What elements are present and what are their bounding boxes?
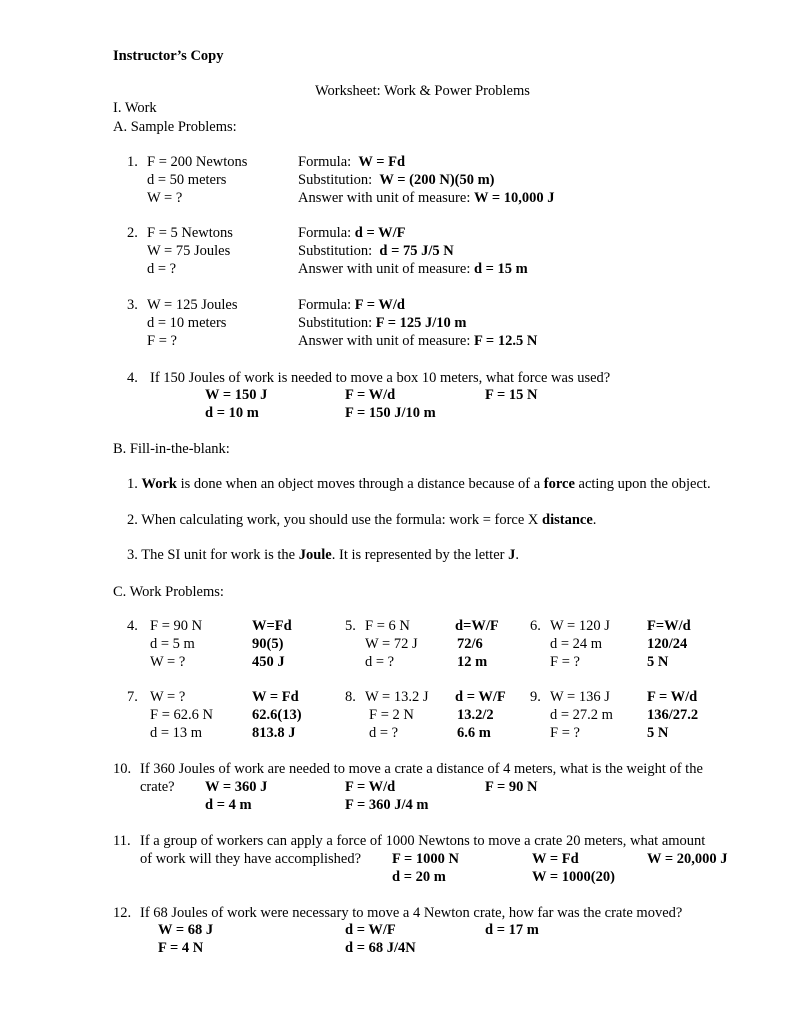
given-distance: d = 20 m <box>392 869 446 885</box>
final-answer: F = 15 N <box>485 387 538 403</box>
substitution-answer: 62.6(13) <box>252 707 302 723</box>
problem-number: 8. <box>345 689 356 705</box>
given-value: d = 10 meters <box>147 315 227 331</box>
sentence-text: . It is represented by the letter <box>331 547 509 563</box>
instructor-copy-label: Instructor’s Copy <box>113 48 224 64</box>
formula-line <box>298 224 406 242</box>
substitution-line <box>298 314 466 332</box>
final-answer: d = 17 m <box>485 922 539 938</box>
final-answer: 5 N <box>647 654 669 670</box>
final-answer: F = 90 N <box>485 779 538 795</box>
given-value: d = 50 meters <box>147 172 227 188</box>
substitution-answer: F = 150 J/10 m <box>345 405 436 421</box>
formula-answer: F = W/d <box>647 689 698 705</box>
answer-line <box>298 260 528 278</box>
formula-label: Formula: <box>298 154 352 170</box>
given-distance: d = 4 m <box>205 797 252 813</box>
problem-question: If 150 Joules of work is needed to move a box 10 meters, what force was used? <box>150 370 611 386</box>
problem-question: If 360 Joules of work are needed to move a crate a distance of 4 meters, what is the weight of the <box>140 761 703 777</box>
given-value: F = 200 Newtons <box>147 154 248 170</box>
given-value: W = 120 J <box>550 618 610 634</box>
formula-answer: W=Fd <box>252 618 292 634</box>
formula-answer: d = W/F <box>455 689 506 705</box>
formula-answer: d = W/F <box>345 922 396 938</box>
given-value: F = 62.6 N <box>150 707 213 723</box>
given-value: W = 136 J <box>550 689 610 705</box>
substitution-label: Substitution: <box>298 243 373 259</box>
item-number: 1. <box>127 476 138 492</box>
given-value: d = ? <box>369 725 399 741</box>
substitution-line <box>298 171 495 189</box>
given-value: F = ? <box>550 654 580 670</box>
problem-number: 5. <box>345 618 356 634</box>
blank-answer: Work <box>141 476 177 492</box>
given-value: F = 2 N <box>369 707 414 723</box>
sentence-text: The SI unit for work is the <box>141 547 299 563</box>
final-answer: F = 12.5 N <box>473 333 538 349</box>
formula-answer: W = Fd <box>252 689 299 705</box>
problem-question: If 68 Joules of work were necessary to move a 4 Newton crate, how far was the crate moved? <box>140 905 683 921</box>
given-value: F = 6 N <box>365 618 410 634</box>
item-number: 3. <box>127 547 138 563</box>
given-force: F = 4 N <box>158 940 204 956</box>
final-answer: 6.6 m <box>457 725 491 741</box>
item-number: 2. <box>127 512 138 528</box>
final-answer: d = 15 m <box>473 261 528 277</box>
substitution-answer: 13.2/2 <box>457 707 494 723</box>
substitution-answer: 72/6 <box>457 636 483 652</box>
problem-number: 10. <box>113 761 132 777</box>
given-value: W = ? <box>147 190 183 206</box>
substitution-answer: W = (200 N)(50 m) <box>379 172 495 188</box>
section-heading-work: I. Work <box>113 100 157 116</box>
given-value: W = ? <box>150 654 186 670</box>
problem-number: 2. <box>127 225 138 241</box>
given-value: F = ? <box>147 333 177 349</box>
problem-question-cont: of work will they have accomplished? <box>140 851 362 867</box>
sample-problems-heading: A. Sample Problems: <box>113 119 237 135</box>
problem-number: 12. <box>113 905 132 921</box>
worksheet-title: Worksheet: Work & Power Problems <box>315 83 530 99</box>
final-answer: W = 20,000 J <box>647 851 728 867</box>
problem-question: If a group of workers can apply a force of 1000 Newtons to move a crate 20 meters, what amount <box>140 833 706 849</box>
substitution-answer: 120/24 <box>647 636 688 652</box>
formula-answer: W = Fd <box>532 851 579 867</box>
answer-label: Answer with unit of measure: <box>298 261 471 277</box>
problem-number: 11. <box>113 833 131 849</box>
given-distance: d = 10 m <box>205 405 259 421</box>
blank-answer: distance <box>542 512 593 528</box>
substitution-label: Substitution: <box>298 315 373 331</box>
sentence-text: is done when an object moves through a distance because of a <box>176 476 544 492</box>
formula-answer: F = W/d <box>345 779 396 795</box>
answer-line <box>298 189 555 207</box>
formula-answer: d = W/F <box>354 225 406 241</box>
work-problems-heading: C. Work Problems: <box>113 584 224 600</box>
problem-number: 1. <box>127 154 138 170</box>
given-work: W = 68 J <box>158 922 214 938</box>
given-value: F = ? <box>550 725 580 741</box>
fill-blank-item-3 <box>127 546 519 564</box>
substitution-label: Substitution: <box>298 172 373 188</box>
sentence-text: . <box>515 547 519 563</box>
formula-answer: d=W/F <box>455 618 499 634</box>
given-value: W = 75 Joules <box>147 243 231 259</box>
answer-label: Answer with unit of measure: <box>298 333 471 349</box>
formula-line <box>298 296 405 314</box>
substitution-answer: 90(5) <box>252 636 284 652</box>
final-answer: 12 m <box>457 654 488 670</box>
given-value: F = 90 N <box>150 618 203 634</box>
blank-answer: J <box>508 547 516 563</box>
given-value: d = ? <box>147 261 177 277</box>
blank-answer: Joule <box>298 547 332 563</box>
given-value: d = 5 m <box>150 636 195 652</box>
problem-number: 4. <box>127 370 138 386</box>
given-value: d = 24 m <box>550 636 603 652</box>
sentence-text: When calculating work, you should use the formula: work = force X <box>141 512 543 528</box>
problem-number: 7. <box>127 689 138 705</box>
substitution-answer: d = 75 J/5 N <box>379 243 454 259</box>
sentence-text: . <box>592 512 597 528</box>
given-value: W = ? <box>150 689 186 705</box>
problem-number: 4. <box>127 618 138 634</box>
formula-line <box>298 153 405 171</box>
given-work: W = 360 J <box>205 779 268 795</box>
substitution-line <box>298 242 454 260</box>
formula-label: Formula: <box>298 297 352 313</box>
final-answer: W = 10,000 J <box>473 190 555 206</box>
substitution-answer: F = 125 J/10 m <box>375 315 467 331</box>
answer-label: Answer with unit of measure: <box>298 190 471 206</box>
given-value: d = 13 m <box>150 725 203 741</box>
given-value: d = ? <box>365 654 395 670</box>
given-value: F = 5 Newtons <box>147 225 233 241</box>
substitution-answer: F = 360 J/4 m <box>345 797 429 813</box>
given-force: F = 1000 N <box>392 851 459 867</box>
problem-number: 9. <box>530 689 541 705</box>
fill-in-blank-heading: B. Fill-in-the-blank: <box>113 441 230 457</box>
formula-answer: W = Fd <box>358 154 406 170</box>
blank-answer: force <box>543 476 575 492</box>
answer-line <box>298 332 537 350</box>
final-answer: 5 N <box>647 725 669 741</box>
given-value: W = 72 J <box>365 636 418 652</box>
formula-answer: F=W/d <box>647 618 691 634</box>
formula-label: Formula: <box>298 225 352 241</box>
problem-number: 3. <box>127 297 138 313</box>
sentence-text: acting upon the object. <box>574 476 711 492</box>
given-work: W = 150 J <box>205 387 268 403</box>
final-answer: 813.8 J <box>252 725 296 741</box>
final-answer: 450 J <box>252 654 285 670</box>
given-value: W = 125 Joules <box>147 297 238 313</box>
formula-answer: F = W/d <box>345 387 396 403</box>
formula-answer: F = W/d <box>354 297 405 313</box>
substitution-answer: W = 1000(20) <box>532 869 615 885</box>
given-value: d = 27.2 m <box>550 707 613 723</box>
given-value: W = 13.2 J <box>365 689 429 705</box>
fill-blank-item-1 <box>127 475 711 493</box>
problem-question-cont: crate? <box>140 779 175 795</box>
fill-blank-item-2 <box>127 511 596 529</box>
substitution-answer: 136/27.2 <box>647 707 699 723</box>
substitution-answer: d = 68 J/4N <box>345 940 416 956</box>
problem-number: 6. <box>530 618 541 634</box>
